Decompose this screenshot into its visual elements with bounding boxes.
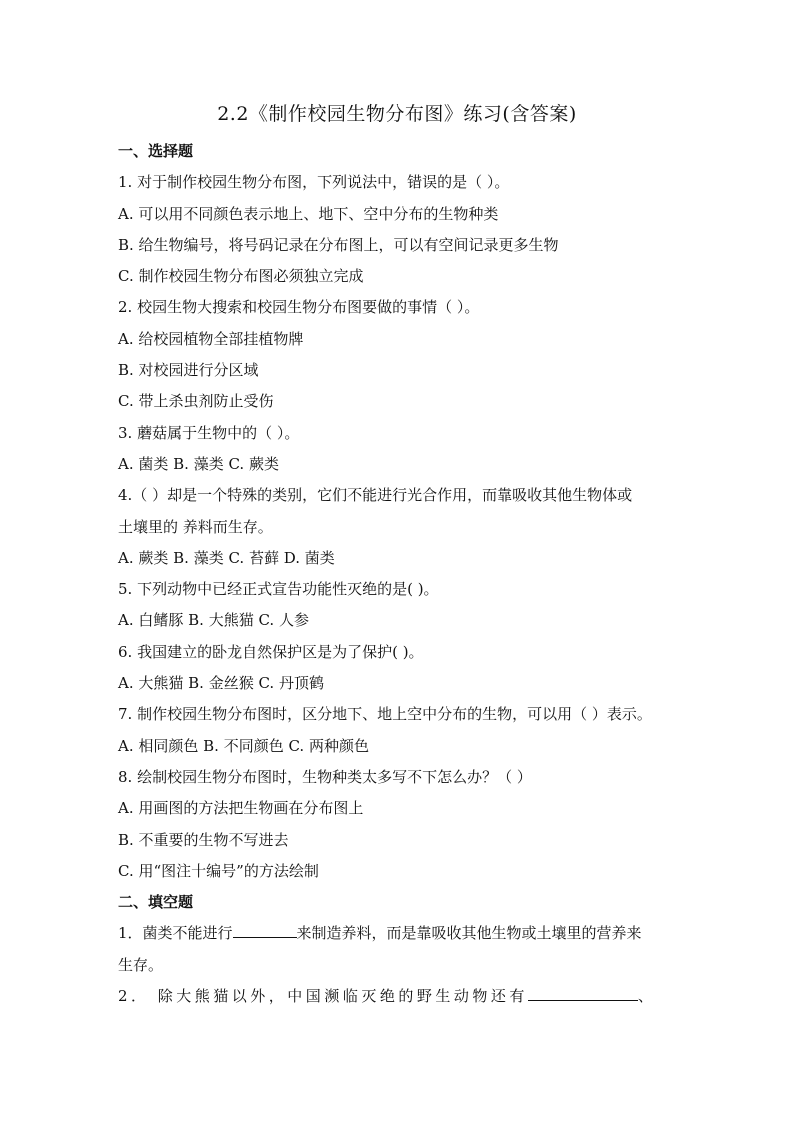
section-heading-choice: 一、选择题	[118, 142, 194, 160]
q8-option-a: A. 用画图的方法把生物画在分布图上	[118, 799, 364, 818]
q6-text: 6. 我国建立的卧龙自然保护区是为了保护( )。	[118, 642, 424, 661]
q1-option-b: B. 给生物编号，将号码记录在分布图上，可以有空间记录更多生物	[118, 235, 559, 254]
fill-q2-blank[interactable]	[528, 984, 638, 1001]
q7-text: 7. 制作校园生物分布图时，区分地下、地上空中分布的生物，可以用（ ）表示。	[118, 705, 652, 724]
q4-text: 4.（ ）却是一个特殊的类别，它们不能进行光合作用，而靠吸收其他生物体或	[118, 486, 633, 505]
fill-q2	[118, 981, 683, 1012]
fill-q1-after: 来制造养料，而是靠吸收其他生物或土壤里的营养来	[296, 924, 642, 943]
document-body	[118, 136, 683, 1012]
q3-options: A. 菌类 B. 藻类 C. 蕨类	[118, 454, 279, 473]
fill-q1-before: 1．菌类不能进行	[118, 924, 233, 943]
fill-q1	[118, 918, 683, 949]
q7-options: A. 相同颜色 B. 不同颜色 C. 两种颜色	[118, 736, 369, 755]
q8-option-c: C. 用“图注十编号”的方法绘制	[118, 861, 319, 880]
fill-q1-blank[interactable]	[233, 921, 297, 938]
q3-text: 3. 蘑菇属于生物中的（ ）。	[118, 423, 300, 442]
fill-q2-after: 、	[637, 987, 657, 1006]
section-heading-fill: 二、填空题	[118, 893, 194, 912]
document-title: 2.2《制作校园生物分布图》练习(含答案)	[217, 103, 577, 125]
q5-options: A. 白鳍豚 B. 大熊猫 C. 人参	[118, 611, 309, 630]
q2-option-a: A. 给校园植物全部挂植物牌	[118, 329, 304, 348]
q1-text: 1. 对于制作校园生物分布图，下列说法中，错误的是（ ）。	[118, 173, 510, 192]
q2-text: 2. 校园生物大搜索和校园生物分布图要做的事情（ ）。	[118, 298, 480, 317]
q6-options: A. 大熊猫 B. 金丝猴 C. 丹顶鹤	[118, 674, 324, 693]
fill-q2-before: 2． 除大熊猫以外，中国濒临灭绝的野生动物还有	[118, 987, 528, 1006]
q8-option-b: B. 不重要的生物不写进去	[118, 830, 289, 849]
q4-options: A. 蕨类 B. 藻类 C. 苔藓 D. 菌类	[118, 548, 335, 567]
q1-option-a: A. 可以用不同颜色表示地上、地下、空中分布的生物种类	[118, 204, 499, 223]
q5-text: 5. 下列动物中已经正式宣告功能性灭绝的是( )。	[118, 580, 439, 599]
q2-option-b: B. 对校园进行分区域	[118, 361, 259, 380]
q8-text: 8. 绘制校园生物分布图时，生物种类太多写不下怎么办？（ ）	[118, 767, 532, 786]
q4-text-cont: 土壤里的 养料而生存。	[118, 517, 273, 536]
q1-option-c: C. 制作校园生物分布图必须独立完成	[118, 267, 364, 286]
fill-q1-cont: 生存。	[118, 955, 164, 974]
q2-option-c: C. 带上杀虫剂防止受伤	[118, 392, 274, 411]
